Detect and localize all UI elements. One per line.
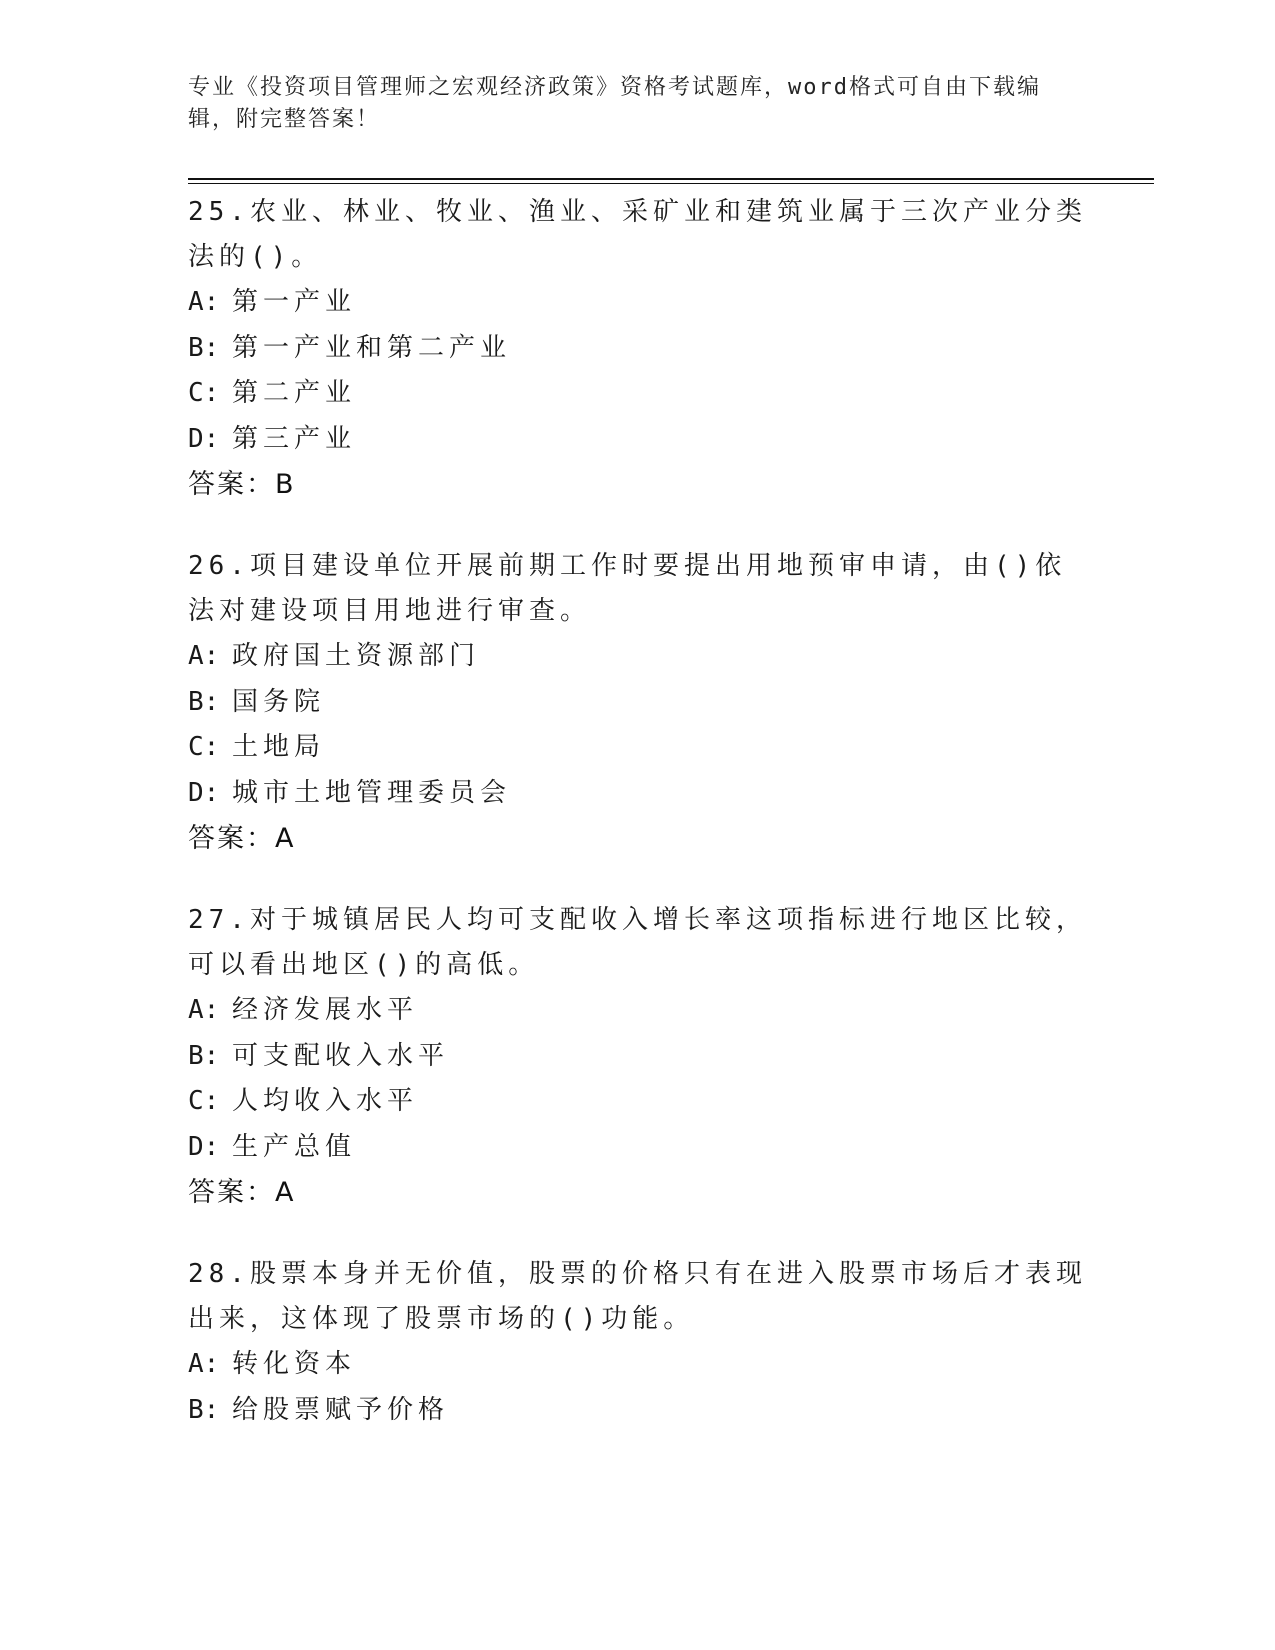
option-key: D: <box>188 777 220 808</box>
option-key: D: <box>188 1131 220 1162</box>
option-a <box>188 988 1088 1034</box>
option-key: B: <box>188 1040 220 1071</box>
option-b <box>188 680 1088 726</box>
option-text: 经济发展水平 <box>232 995 419 1025</box>
question-stem: 28.股票本身并无价值，股票的价格只有在进入股票市场后才表现出来，这体现了股票市场的()功能。 <box>188 1259 1087 1334</box>
question-27 <box>188 898 1088 1216</box>
header-divider-thick <box>188 178 1154 180</box>
option-d <box>188 771 1088 817</box>
option-text: 第三产业 <box>232 423 357 454</box>
option-text: 第一产业 <box>232 287 357 317</box>
option-c <box>188 725 1088 771</box>
option-text: 人均收入水平 <box>232 1086 419 1116</box>
answer-line: 答案：A <box>188 1177 296 1208</box>
question-stem: 25.农业、林业、牧业、渔业、采矿业和建筑业属于三次产业分类法的()。 <box>188 197 1087 272</box>
option-a <box>188 1342 1088 1388</box>
option-text: 土地局 <box>232 732 326 762</box>
question-stem: 27.对于城镇居民人均可支配收入增长率这项指标进行地区比较，可以看出地区()的高低。 <box>188 905 1087 980</box>
option-b <box>188 1034 1088 1080</box>
option-text: 政府国土资源部门 <box>232 641 481 671</box>
option-key: B: <box>188 332 220 363</box>
option-c <box>188 1079 1088 1125</box>
option-key: A: <box>188 287 220 317</box>
answer-line: 答案：A <box>188 823 296 854</box>
option-key: C: <box>188 378 220 408</box>
document-header: 专业《投资项目管理师之宏观经济政策》资格考试题库，word格式可自由下载编辑，附完整答案！ <box>188 75 1041 132</box>
header-divider-thin <box>188 183 1154 184</box>
option-b <box>188 326 1088 372</box>
question-list <box>188 190 1088 1469</box>
option-key: C: <box>188 1086 220 1116</box>
answer-line: 答案：B <box>188 469 296 500</box>
question-26 <box>188 544 1088 862</box>
option-text: 可支配收入水平 <box>232 1040 450 1071</box>
option-text: 城市土地管理委员会 <box>232 777 512 808</box>
option-key: A: <box>188 641 220 671</box>
question-25 <box>188 190 1088 508</box>
option-text: 生产总值 <box>232 1131 357 1162</box>
option-a <box>188 280 1088 326</box>
question-stem: 26.项目建设单位开展前期工作时要提出用地预审申请，由()依法对建设项目用地进行审查。 <box>188 551 1067 626</box>
option-key: D: <box>188 423 220 454</box>
option-text: 第一产业和第二产业 <box>232 332 512 363</box>
option-key: B: <box>188 1394 220 1425</box>
option-text: 给股票赋予价格 <box>232 1394 450 1425</box>
option-text: 国务院 <box>232 686 326 717</box>
option-key: A: <box>188 995 220 1025</box>
option-text: 第二产业 <box>232 378 357 408</box>
question-28 <box>188 1252 1088 1433</box>
option-a <box>188 634 1088 680</box>
option-d <box>188 417 1088 463</box>
option-key: C: <box>188 732 220 762</box>
option-b <box>188 1388 1088 1434</box>
option-key: B: <box>188 686 220 717</box>
option-key: A: <box>188 1349 220 1379</box>
option-text: 转化资本 <box>232 1349 357 1379</box>
option-d <box>188 1125 1088 1171</box>
option-c <box>188 371 1088 417</box>
